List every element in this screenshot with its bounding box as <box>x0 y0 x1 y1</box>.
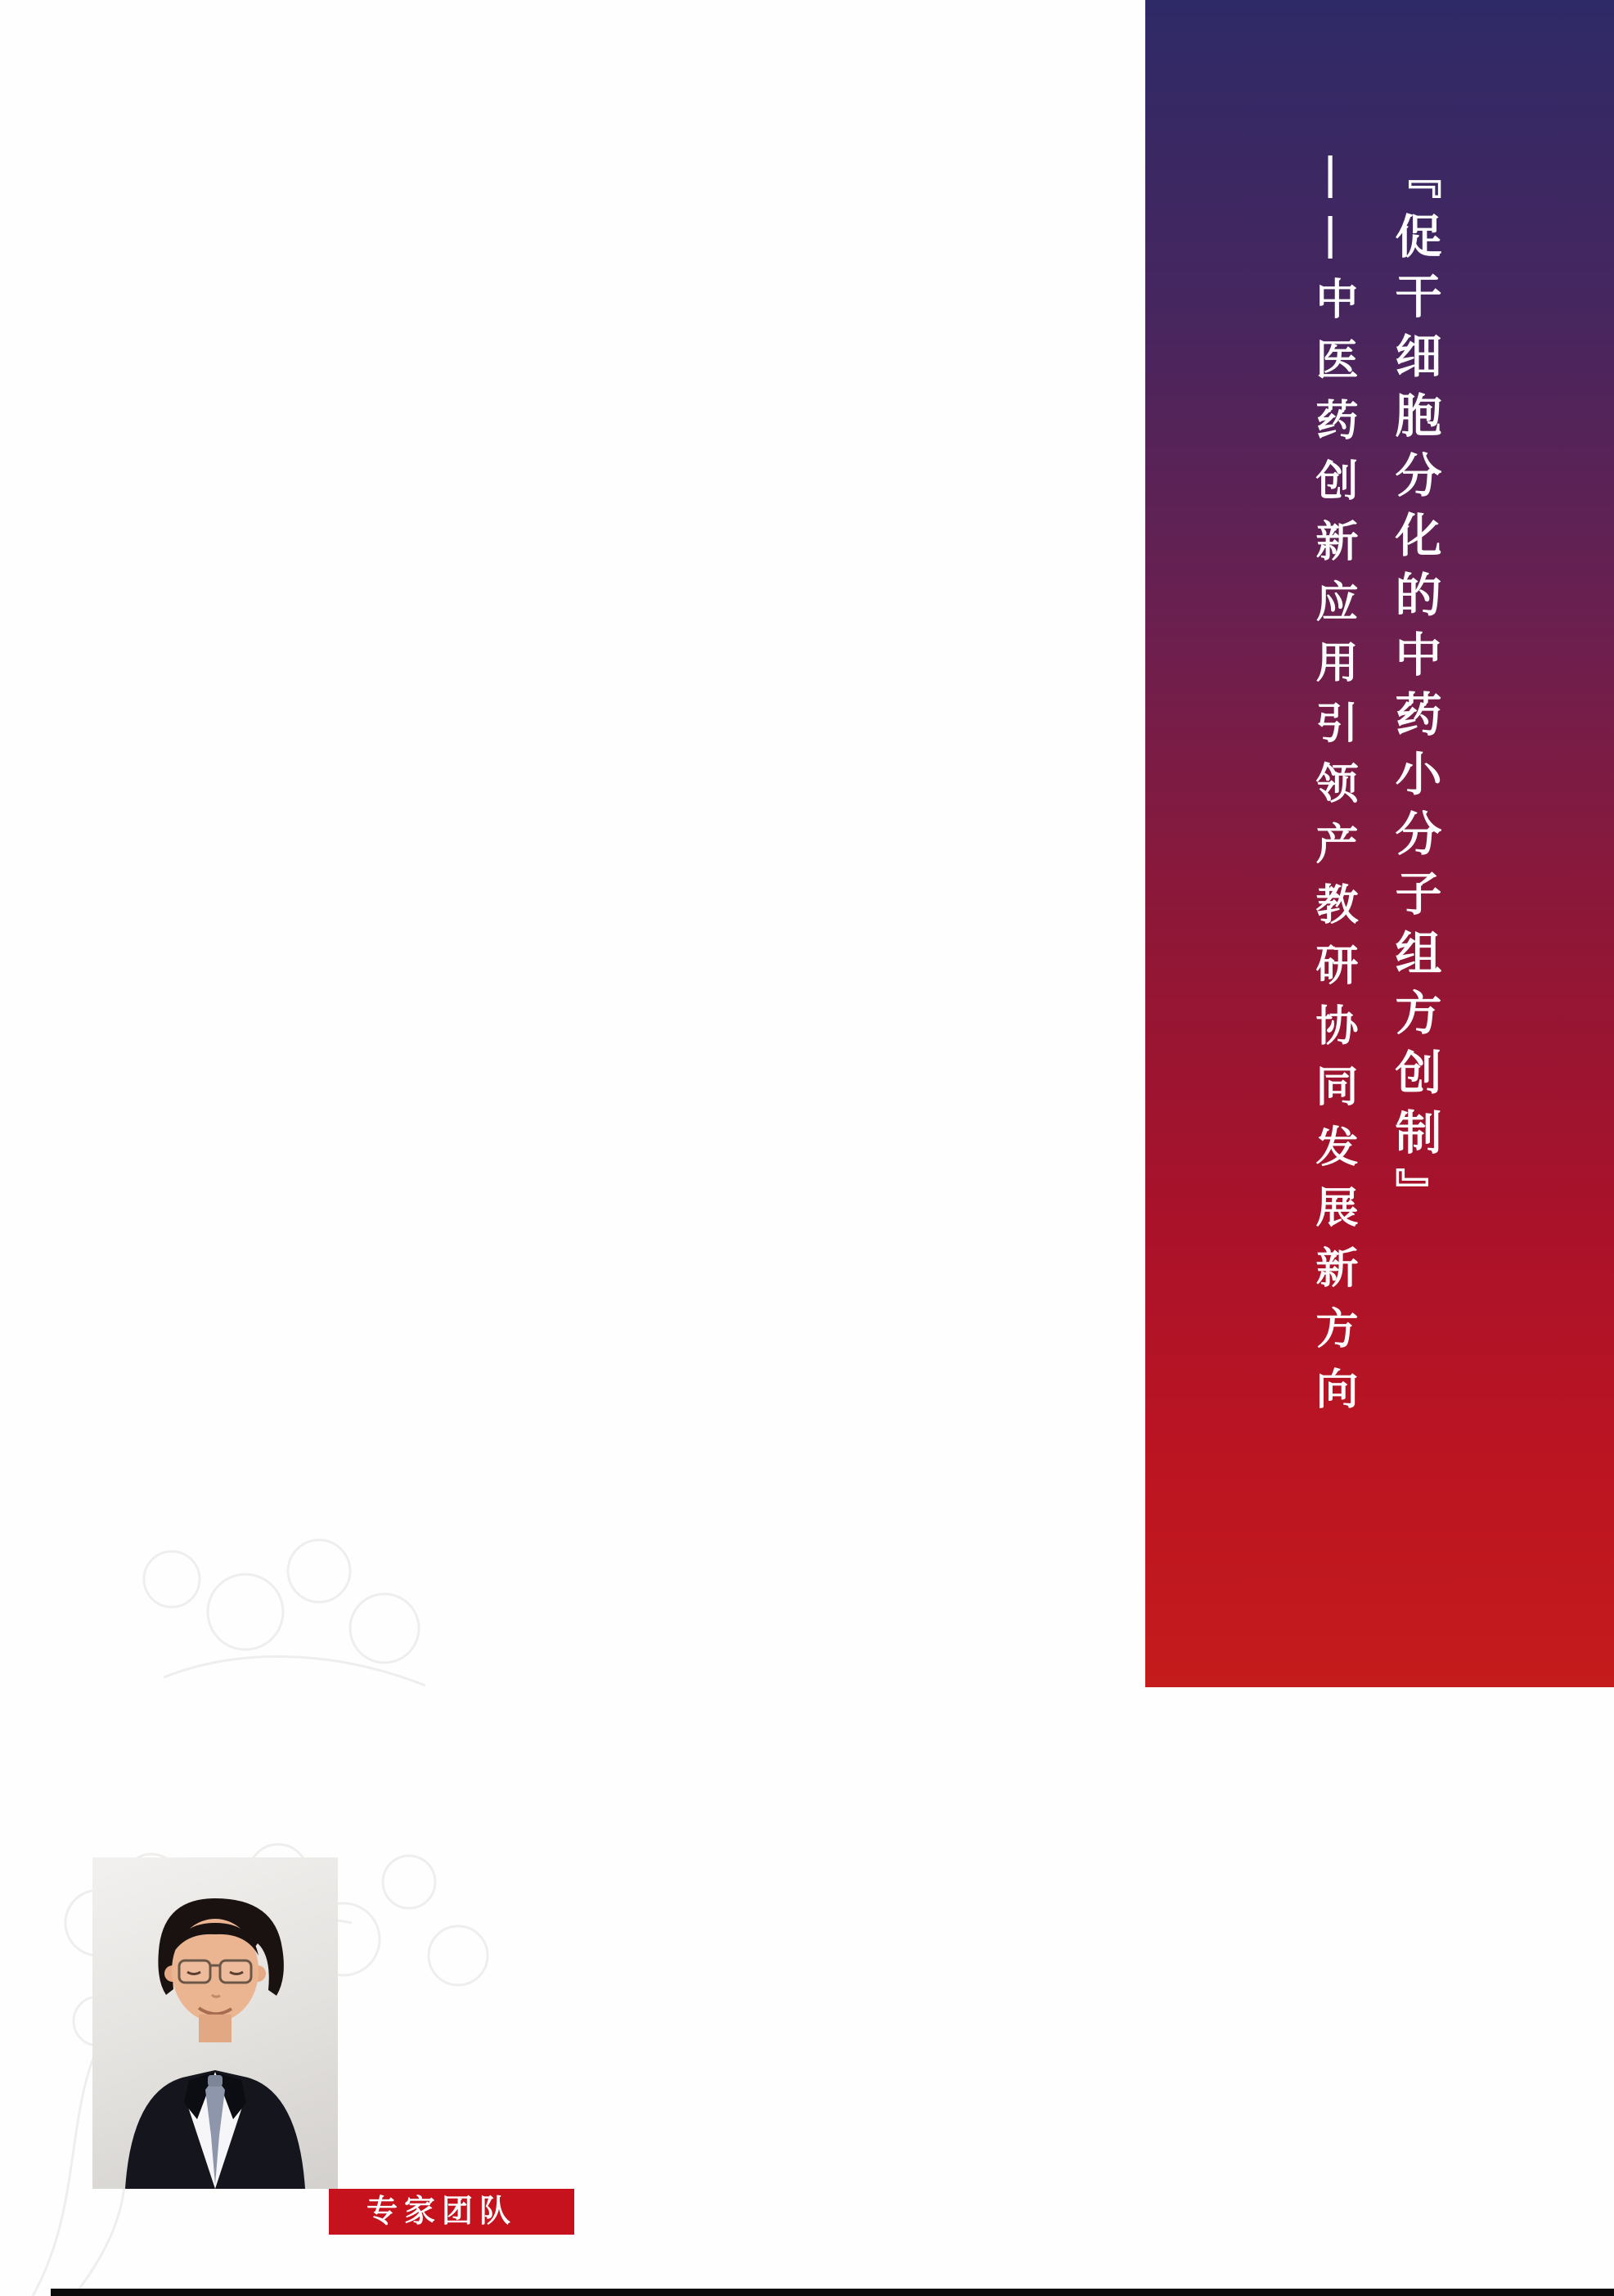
side-banner <box>1145 0 1614 1687</box>
expert-portrait-photo <box>92 1857 338 2189</box>
side-banner-title: 『促干细胞分化的中药小分子组方创制』 <box>1388 152 1441 1227</box>
expert-team-label: 专家团队 <box>329 2189 574 2235</box>
portrait-illustration <box>92 1857 338 2189</box>
side-banner-subtitle: ——中医药创新应用引领产教研协同发展新方向 <box>1309 155 1356 1427</box>
